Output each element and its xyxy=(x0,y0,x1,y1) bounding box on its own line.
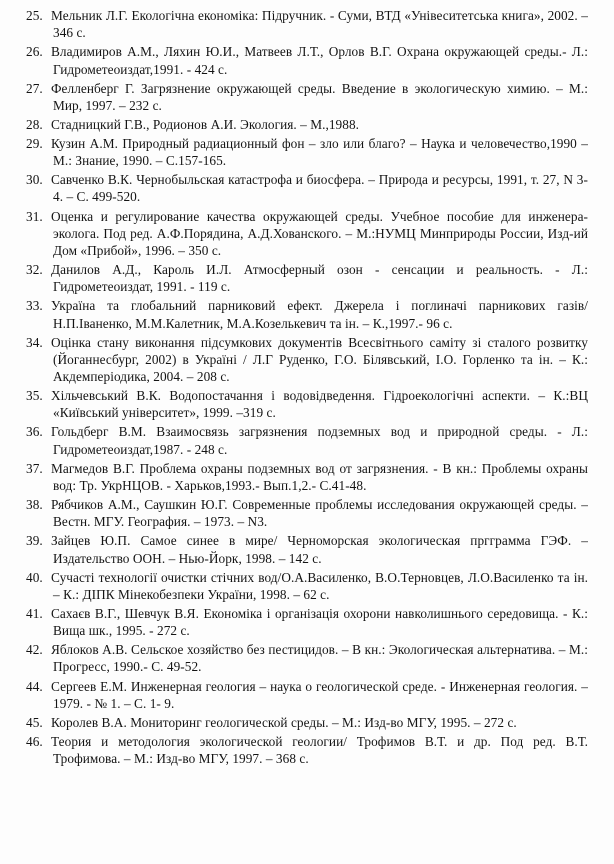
reference-number: 35. xyxy=(26,388,43,404)
reference-item xyxy=(26,387,588,421)
reference-number: 26. xyxy=(26,44,43,60)
reference-text: Стадницкий Г.В., Родионов А.И. Экология. – М.,1988. xyxy=(51,116,360,132)
reference-item xyxy=(26,423,588,457)
reference-number: 38. xyxy=(26,497,43,513)
reference-text: Королев В.А. Мониторинг геологической среды. – М.: Изд-во МГУ, 1995. – 272 с. xyxy=(51,714,517,730)
reference-item xyxy=(26,496,588,530)
reference-text: Сергеев Е.М. Инженерная геология – наука о геологической среде. - Инженерная геология. – 1979. - № 1. – С. 1- 9. xyxy=(51,678,588,711)
reference-item xyxy=(26,261,588,295)
reference-number: 33. xyxy=(26,298,43,314)
reference-text: Мельник Л.Г. Екологічна економіка: Підручник. - Суми, ВТД «Унівеситетська книга», 2002. – 346 с. xyxy=(51,8,588,41)
reference-number: 32. xyxy=(26,262,43,278)
reference-list xyxy=(26,7,588,769)
reference-text: Сучасті технології очистки стічних вод/О.А.Василенко, В.О.Терновцев, Л.О.Василенко та ін. – К.: ДІПК Мінекобезпеки України, 1998. – 62 с. xyxy=(51,569,588,602)
reference-text: Яблоков А.В. Сельское хозяйство без пестицидов. – В кн.: Экологическая альтернатива. – М.: Прогресс, 1990.- С. 49-52. xyxy=(51,642,588,675)
reference-text: Фелленберг Г. Загрязнение окружающей среды. Введение в экологическую химию. – М.: Мир, 1997. – 232 с. xyxy=(51,80,588,113)
reference-item xyxy=(26,43,588,77)
reference-number: 40. xyxy=(26,569,43,585)
reference-number: 28. xyxy=(26,116,43,132)
reference-number: 42. xyxy=(26,642,43,658)
reference-text: Сахаєв В.Г., Шевчук В.Я. Економіка і організація охорони навколишнього середовища. - К.: Вища шк., 1995. - 272 с. xyxy=(51,605,588,639)
reference-text: Зайцев Ю.П. Самое синее в мире/ Черноморская экологическая пргграмма ГЭФ. – Издательство ООН. – Нью-Йорк, 1998. – 142 с. xyxy=(51,533,588,566)
reference-item xyxy=(26,605,588,639)
reference-text: Владимиров А.М., Ляхин Ю.И., Матвеев Л.Т., Орлов В.Г. Охрана окружающей среды.- Л.: Гидрометеоиздат,1991. - 424 с. xyxy=(51,44,588,77)
reference-item xyxy=(26,334,588,386)
reference-number: 44. xyxy=(26,678,43,694)
reference-item xyxy=(26,532,588,566)
reference-item xyxy=(26,80,588,114)
reference-number: 27. xyxy=(26,80,43,96)
reference-number: 25. xyxy=(26,8,43,23)
reference-text: Данилов А.Д., Кароль И.Л. Атмосферный озон - сенсации и реальность. - Л.: Гидрометеоиздат, 1991. - 119 с. xyxy=(51,262,588,295)
reference-text: Теория и методология экологической геологии/ Трофимов В.Т. и др. Под ред. В.Т. Трофимова. – М.: Изд-во МГУ, 1997. – 368 с. xyxy=(51,733,588,767)
reference-item xyxy=(26,135,588,169)
reference-number: 45. xyxy=(26,714,43,730)
reference-number: 36. xyxy=(26,424,43,440)
reference-number: 39. xyxy=(26,533,43,549)
reference-text: Оцінка стану виконання підсумкових документів Всесвітнього саміту зі сталого розвитку (Йоганнесбург, 2002) в Україні / Л.Г Руденко, Г.О. Білявський, І.О. Горленко та ін. – К.: Акдемперіодика, 2004. – 208 с. xyxy=(51,334,588,385)
reference-text: Магмедов В.Г. Проблема охраны подземных вод от загрязнения. - В кн.: Проблемы охраны вод: Тр. УкрНЦОВ. - Харьков,1993.- Вып.1,2.- С.41-48. xyxy=(51,460,588,493)
reference-number: 37. xyxy=(26,460,43,476)
reference-number: 29. xyxy=(26,135,43,151)
reference-item xyxy=(26,733,588,767)
reference-number: 34. xyxy=(26,334,43,350)
reference-item xyxy=(26,7,588,41)
reference-number: 31. xyxy=(26,208,43,224)
reference-item xyxy=(26,460,588,494)
reference-number: 30. xyxy=(26,172,43,188)
reference-item xyxy=(26,208,588,260)
reference-item xyxy=(26,297,588,331)
reference-text: Україна та глобальний парниковий ефект. Джерела і поглиначі парникових газів/ Н.П.Іваненко, М.М.Калетник, М.А.Козелькевич та ін. – К.,1997.- 96 с. xyxy=(51,298,588,331)
reference-text: Савченко В.К. Чернобыльская катастрофа и биосфера. – Природа и ресурсы, 1991, т. 27, N 3-4. – С. 499-520. xyxy=(51,172,588,205)
reference-number: 46. xyxy=(26,733,43,749)
reference-item xyxy=(26,678,588,712)
reference-text: Оценка и регулирование качества окружающей среды. Учебное пособие для инженера-эколога. Под ред. А.Ф.Порядина, А.Д.Хованского. – М.:НУМЦ Минприроды России, Изд-ий Дом «Прибой», 1996. – 350 с. xyxy=(51,208,588,258)
reference-item xyxy=(26,641,588,675)
reference-number: 41. xyxy=(26,605,43,621)
reference-text: Кузин А.М. Природный радиационный фон – зло или благо? – Наука и человечество,1990 – М.: Знание, 1990. – С.157-165. xyxy=(51,135,588,169)
reference-item xyxy=(26,171,588,205)
reference-item xyxy=(26,714,588,731)
reference-item xyxy=(26,116,588,133)
reference-text: Хільчевський В.К. Водопостачання і водовідведення. Гідроекологічні аспекти. – К.:ВЦ «Київський університет», 1999. –319 с. xyxy=(51,388,588,421)
reference-text: Рябчиков А.М., Саушкин Ю.Г. Современные проблемы исследования окружающей среды. – Вестн. МГУ. География. – 1973. – N3. xyxy=(51,497,588,530)
reference-item xyxy=(26,569,588,603)
reference-text: Гольдберг В.М. Взаимосвязь загрязнения подземных вод и природной среды. - Л.: Гидрометеоиздат,1987. - 248 с. xyxy=(51,424,588,457)
